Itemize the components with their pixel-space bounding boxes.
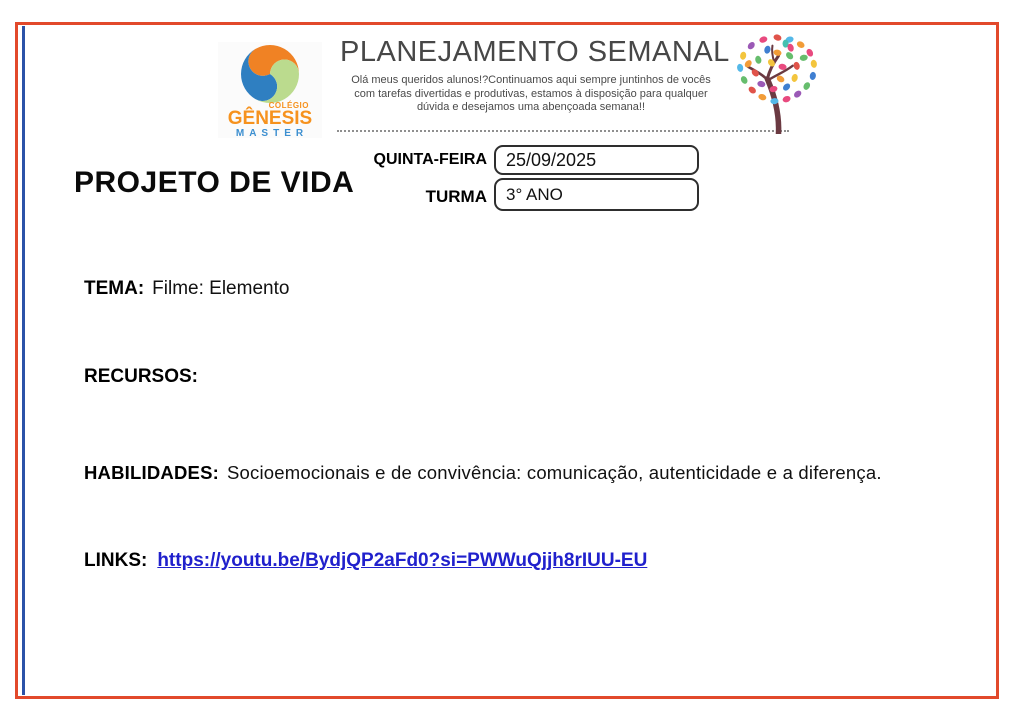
header-subtitle bbox=[340, 74, 722, 115]
school-logo bbox=[218, 42, 322, 138]
dotted-divider bbox=[337, 130, 789, 132]
document-title: PROJETO DE VIDA bbox=[74, 166, 355, 199]
tree-icon bbox=[725, 32, 831, 134]
logo-swirl-icon bbox=[241, 45, 299, 103]
header bbox=[340, 36, 730, 115]
tema-row bbox=[84, 278, 289, 300]
subtitle-line-3: dúvida e desejamos uma abençoada semana!! bbox=[416, 101, 646, 113]
habilidades-value: Socioemocionais e de convivência: comunicação, autenticidade e a diferença. bbox=[226, 462, 882, 483]
page-title: PLANEJAMENTO SEMANAL bbox=[340, 36, 730, 68]
date-value: 25/09/2025 bbox=[506, 149, 597, 170]
tema-value: Filme: Elemento bbox=[152, 278, 290, 299]
tree-leaves bbox=[736, 33, 817, 104]
left-accent-line bbox=[22, 26, 25, 695]
recursos-label: RECURSOS: bbox=[84, 366, 199, 387]
subtitle-line-2: com tarefas divertidas e produtivas, estamos à disposição para qualquer bbox=[354, 87, 708, 100]
tema-label: TEMA: bbox=[84, 278, 145, 299]
habilidades-row bbox=[84, 462, 882, 484]
links-row bbox=[84, 550, 647, 572]
page-border bbox=[15, 22, 999, 699]
habilidades-label: HABILIDADES: bbox=[84, 462, 219, 483]
day-label: QUINTA-FEIRA bbox=[373, 151, 487, 168]
class-label: TURMA bbox=[425, 187, 487, 206]
logo-text-genesis: GÊNESIS bbox=[227, 108, 313, 129]
class-value: 3° ANO bbox=[506, 184, 563, 204]
links-label: LINKS: bbox=[84, 550, 148, 571]
logo-text-master: MASTER bbox=[235, 128, 309, 139]
class-field[interactable] bbox=[494, 178, 699, 211]
youtube-link[interactable]: https://youtu.be/BydjQP2aFd0?si=PWWuQjjh8rIUU-EU bbox=[157, 550, 648, 571]
recursos-row bbox=[84, 366, 198, 388]
subtitle-line-1: Olá meus queridos alunos!?Continuamos aqui sempre juntinhos de vocês bbox=[351, 74, 711, 86]
logo-text-colegio: COLÉGIO bbox=[268, 101, 309, 110]
date-field[interactable] bbox=[494, 145, 699, 175]
